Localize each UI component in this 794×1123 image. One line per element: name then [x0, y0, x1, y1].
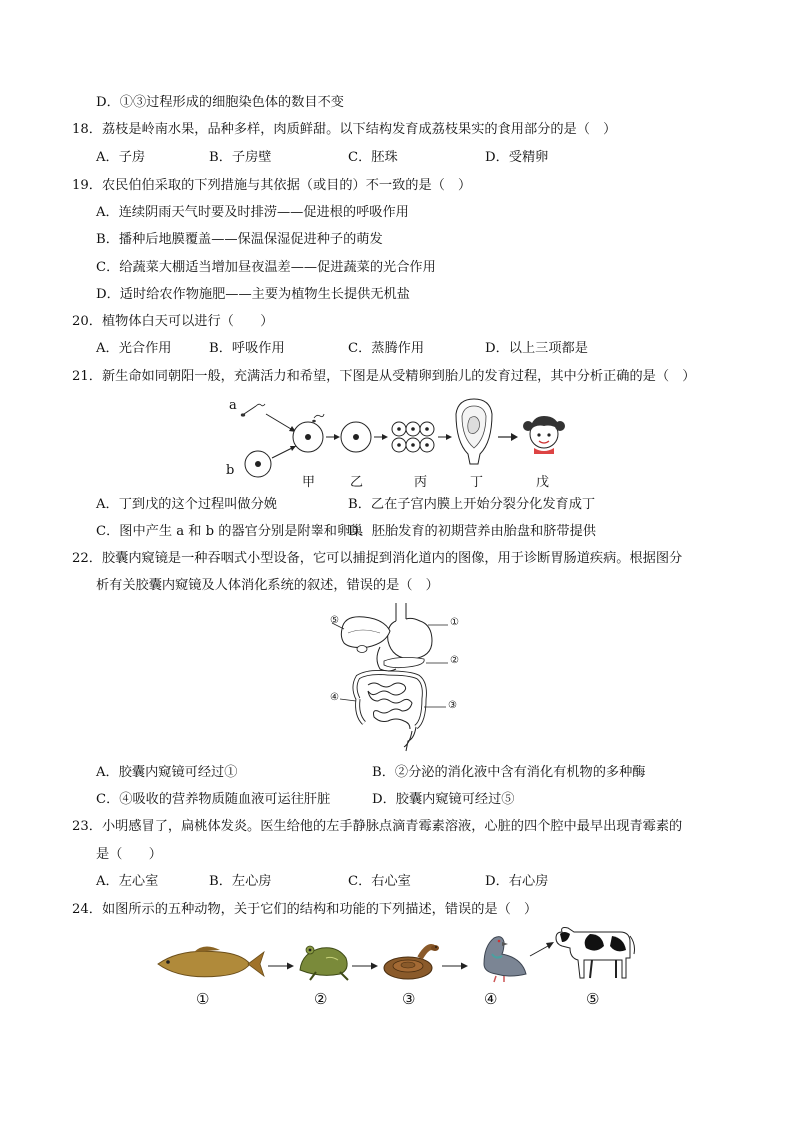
q23-stem-line1: 23．小明感冒了，扁桃体发炎。医生给他的左手静脉点滴青霉素溶液，心脏的四个腔中最早出现青霉素的 [72, 819, 683, 834]
q22-stem-line1: 22．胶囊内窥镜是一种吞咽式小型设备，它可以捕捉到消化道内的图像，用于诊断胃肠道疾病。根据图分 [72, 551, 683, 566]
q19-stem: 19．农民伯伯采取的下列措施与其依据（或目的）不一致的是（ ） [72, 178, 472, 193]
q19-option-b: B．播种后地膜覆盖——保温保湿促进种子的萌发 [96, 232, 383, 247]
animal-label-3: ③ [402, 990, 416, 1008]
pigeon-icon [484, 937, 526, 982]
frog-icon [300, 946, 348, 980]
q18-stem: 18．荔枝是岭南水果，品种多样，肉质鲜甜。以下结构发育成荔枝果实的食用部分的是（ ） [72, 122, 617, 137]
q18-option-b: B．子房壁 [209, 150, 272, 165]
q19-option-c: C．给蔬菜大棚适当增加昼夜温差——促进蔬菜的光合作用 [96, 260, 436, 275]
q20-option-b: B．呼吸作用 [209, 341, 285, 356]
q22-option-d: D．胶囊内窥镜可经过⑤ [372, 792, 515, 807]
label-yi: 乙 [350, 475, 364, 490]
q19-option-a: A．连续阴雨天气时要及时排涝——促进根的呼吸作用 [96, 205, 409, 220]
label-4-small-intestine: ④ [330, 692, 339, 703]
q24-stem: 24．如图所示的五种动物，关于它们的结构和功能的下列描述，错误的是（ ） [72, 902, 538, 917]
snake-icon [384, 945, 439, 979]
label-jia: 甲 [302, 475, 316, 490]
q17-option-d: D．①③过程形成的细胞染色体的数目不变 [96, 95, 344, 110]
q20-option-a: A．光合作用 [96, 341, 172, 356]
label-2-pancreas: ② [450, 655, 459, 666]
q21-option-a: A．丁到戊的这个过程叫做分娩 [96, 497, 277, 512]
q19-option-d: D．适时给农作物施肥——主要为植物生长提供无机盐 [96, 287, 410, 302]
q23-option-d: D．右心房 [485, 874, 549, 889]
q20-option-d: D．以上三项都是 [485, 341, 588, 356]
q22-option-b: B．②分泌的消化液中含有消化有机物的多种酶 [372, 765, 646, 780]
label-bing: 丙 [414, 475, 428, 490]
cow-icon [556, 928, 635, 979]
q23-stem-line2: 是（ ） [96, 847, 162, 862]
label-a: a [229, 398, 237, 413]
q18-option-c: C．胚珠 [348, 150, 398, 165]
q20-stem: 20．植物体白天可以进行（ ） [72, 314, 274, 329]
q21-option-c: C．图中产生 a 和 b 的器官分别是附睾和卵巢 [96, 524, 364, 539]
fetal-development-figure [222, 394, 582, 490]
animal-label-2: ② [314, 990, 328, 1008]
q21-stem: 21．新生命如同朝阳一般，充满活力和希望，下图是从受精卵到胎儿的发育过程，其中分析正确的是（ ） [72, 369, 696, 384]
q18-option-d: D．受精卵 [485, 150, 549, 165]
q18-option-a: A．子房 [96, 150, 146, 165]
q23-option-b: B．左心房 [209, 874, 272, 889]
q22-option-a: A．胶囊内窥镜可经过① [96, 765, 238, 780]
animal-label-5: ⑤ [586, 990, 600, 1008]
animal-label-4: ④ [484, 990, 498, 1008]
five-animals-figure [150, 924, 640, 986]
fish-icon [158, 946, 264, 976]
q22-stem-line2: 析有关胶囊内窥镜及人体消化系统的叙述，错误的是（ ） [96, 578, 439, 593]
q23-option-a: A．左心室 [96, 874, 159, 889]
label-5-liver: ⑤ [330, 615, 339, 626]
animal-label-1: ① [196, 990, 210, 1008]
label-wu: 戊 [536, 475, 550, 490]
q21-option-b: B．乙在子宫内膜上开始分裂分化发育成丁 [348, 497, 596, 512]
label-3-large-intestine: ③ [448, 700, 457, 711]
label-1-stomach: ① [450, 617, 459, 628]
digestive-system-figure [328, 603, 458, 753]
label-ding: 丁 [470, 475, 484, 490]
q22-option-c: C．④吸收的营养物质随血液可运往肝脏 [96, 792, 331, 807]
q23-option-c: C．右心室 [348, 874, 411, 889]
q21-option-d: D．胚胎发育的初期营养由胎盘和脐带提供 [348, 524, 596, 539]
label-b: b [226, 463, 235, 478]
q20-option-c: C．蒸腾作用 [348, 341, 425, 356]
